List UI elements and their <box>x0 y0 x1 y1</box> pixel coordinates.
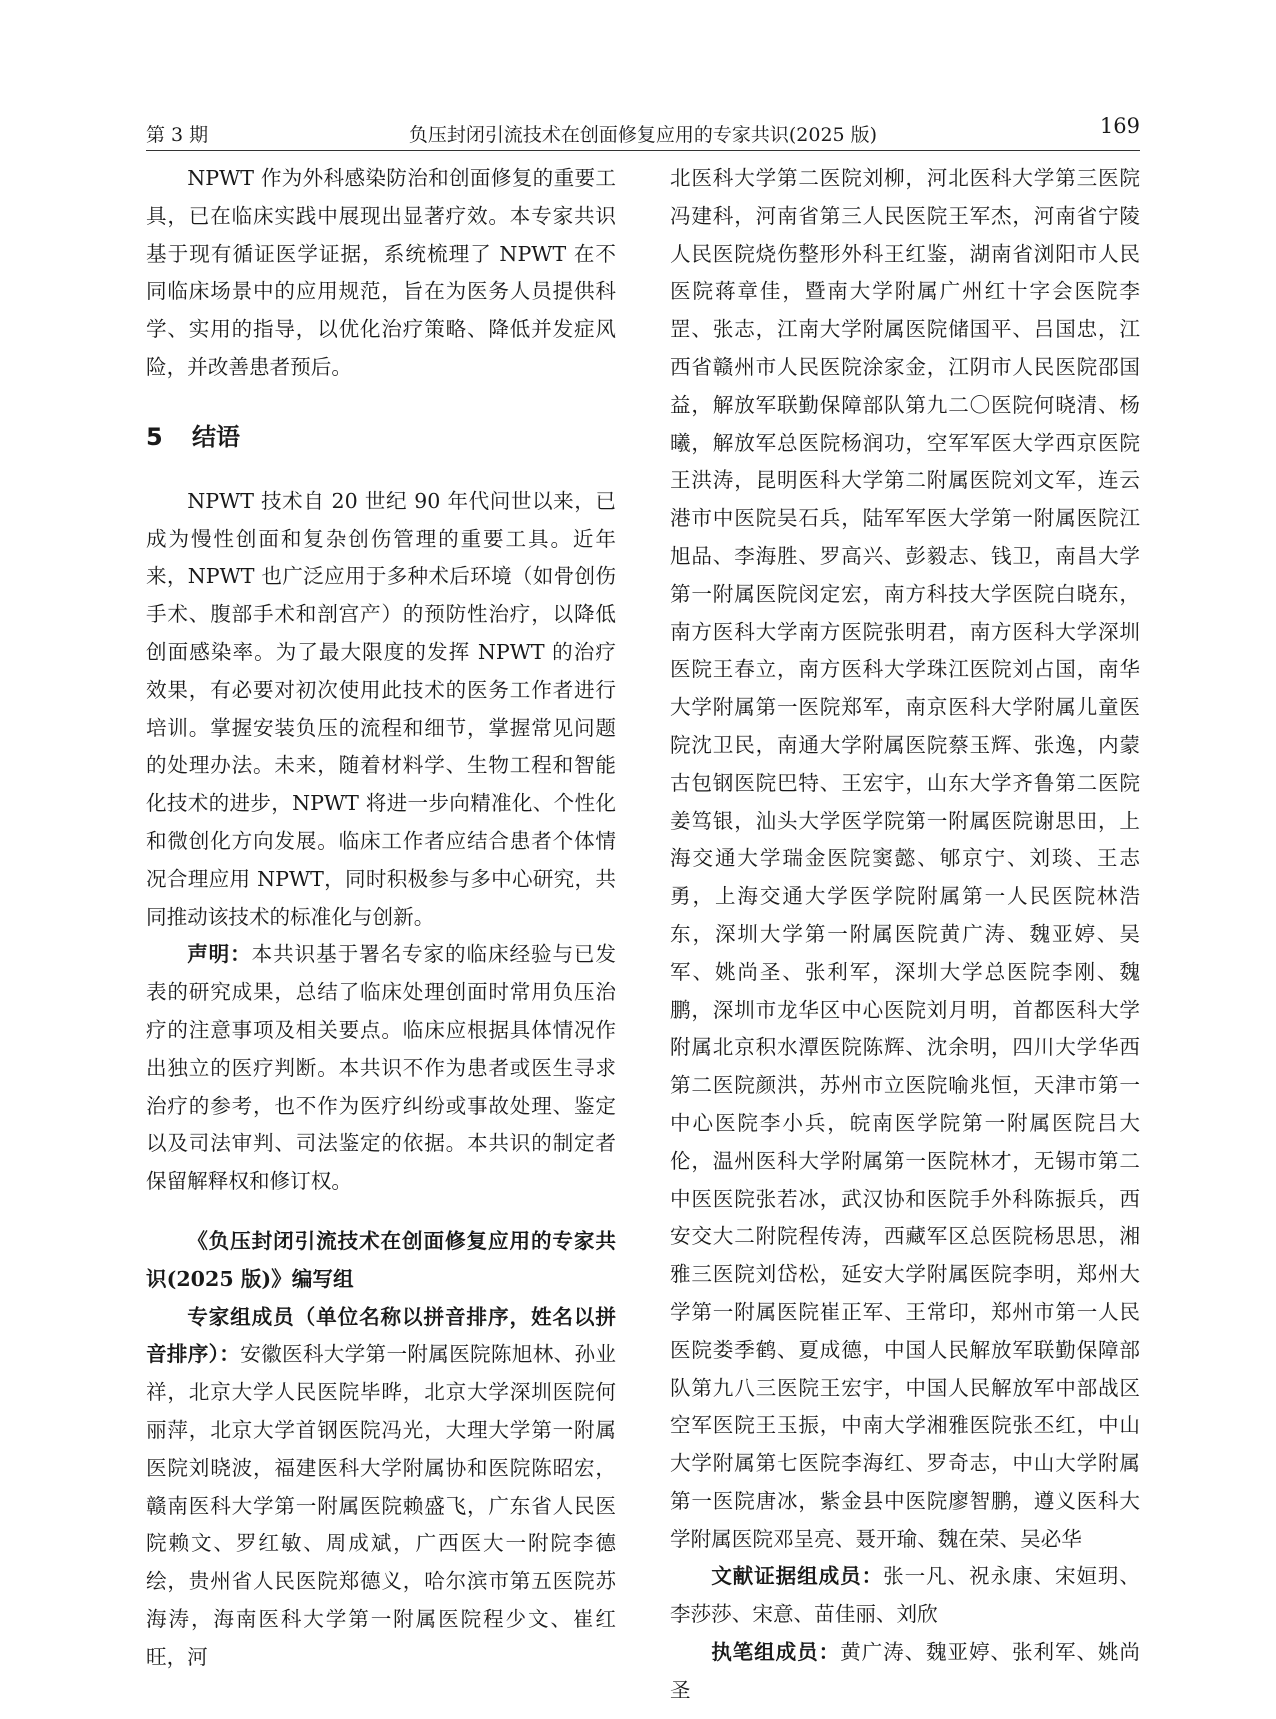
section-heading <box>146 417 616 457</box>
writing-label: 执笔组成员： <box>711 1640 841 1665</box>
literature-members: 张一凡、祝永康、宋姮玥、李莎莎、宋意、苗佳丽、刘欣 <box>670 1564 1141 1627</box>
running-title: 负压封闭引流技术在创面修复应用的专家共识(2025 版) <box>408 124 878 146</box>
intro-paragraph: NPWT 作为外科感染防治和创面修复的重要工具，已在临床实践中展现出显著疗效。本专家共识基于现有循证医学证据，系统梳理了 NPWT 在不同临床场景中的应用规范，旨在为医务人员提供科学、实用的指导，以优化治疗策略、降低并发症风险，并改善患者预后。 <box>146 166 616 379</box>
writing-members: 黄广涛、魏亚婷、张利军、姚尚圣 <box>670 1640 1141 1702</box>
section-title: 结语 <box>192 422 240 451</box>
experts-label: 专家组成员（单位名称以拼音排序，姓名以拼音排序）： <box>146 1304 616 1367</box>
experts-list-left: 安徽医科大学第一附属医院陈旭林、孙业祥，北京大学人民医院毕晔，北京大学深圳医院何丽萍，北京大学首钢医院冯光，大理大学第一附属医院刘晓波，福建医科大学附属协和医院陈昭宏，赣南医科大学第一附属医院赖盛飞，广东省人民医院赖文、罗红敏、周成斌，广西医大一附院李德绘，贵州省人民医院郑德义，哈尔滨市第五医院苏海涛，海南医科大学第一附属医院程少文、崔红旺，河 <box>146 1342 617 1669</box>
literature-paragraph <box>670 1558 1140 1634</box>
issue-number: 第 3 期 <box>146 124 209 146</box>
left-column <box>146 160 616 1676</box>
statement-label: 声明： <box>187 942 252 967</box>
section-number: 5 <box>146 422 163 451</box>
page-number: 169 <box>1099 114 1140 138</box>
statement-paragraph <box>146 936 616 1201</box>
running-header <box>146 112 1140 151</box>
statement-text: 本共识基于署名专家的临床经验与已发表的研究成果，总结了临床处理创面时常用负压治疗的注意事项及相关要点。临床应根据具体情况作出独立的医疗判断。本共识不作为患者或医生寻求治疗的参考，也不作为医疗纠纷或事故处理、鉴定以及司法审判、司法鉴定的依据。本共识的制定者保留解释权和修订权。 <box>146 942 617 1194</box>
group-title: 《负压封闭引流技术在创面修复应用的专家共识(2025 版)》编写组 <box>146 1228 616 1291</box>
experts-paragraph <box>146 1299 616 1677</box>
right-column <box>670 160 1140 1710</box>
experts-list-right: 北医科大学第二医院刘柳，河北医科大学第三医院冯建科，河南省第三人民医院王军杰，河南省宁陵人民医院烧伤整形外科王红鉴，湖南省浏阳市人民医院蒋章佳，暨南大学附属广州红十字会医院李罡、张志，江南大学附属医院储国平、吕国忠，江西省赣州市人民医院涂家金，江阴市人民医院邵国益，解放军联勤保障部队第九二〇医院何晓清、杨曦，解放军总医院杨润功，空军军医大学西京医院王洪涛，昆明医科大学第二附属医院刘文军，连云港市中医院吴石兵，陆军军医大学第一附属医院江旭品、李海胜、罗高兴、彭毅志、钱卫，南昌大学第一附属医院闵定宏，南方科技大学医院白晓东，南方医科大学南方医院张明君，南方医科大学深圳医院王春立，南方医科大学珠江医院刘占国，南华大学附属第一医院郑军，南京医科大学附属儿童医院沈卫民，南通大学附属医院蔡玉辉、张逸，内蒙古包钢医院巴特、王宏宇，山东大学齐鲁第二医院姜笃银，汕头大学医学院第一附属医院谢思田，上海交通大学瑞金医院窦懿、郇京宁、刘琰、王志勇，上海交通大学医学院附属第一人民医院林浩东，深圳大学第一附属医院黄广涛、魏亚婷、吴军、姚尚圣、张利军，深圳大学总医院李刚、魏鹏，深圳市龙华区中心医院刘月明，首都医科大学附属北京积水潭医院陈辉、沈余明，四川大学华西第二医院颜洪，苏州市立医院喻兆恒，天津市第一中心医院李小兵，皖南医学院第一附属医院吕大伦，温州医科大学附属第一医院林才，无锡市第二中医医院张若冰，武汉协和医院手外科陈振兵，西安交大二附院程传涛，西藏军区总医院杨思思，湘雅三医院刘岱松，延安大学附属医院李明，郑州大学第一附属医院崔正军、王常印，郑州市第一人民医院娄季鹤、夏成德，中国人民解放军联勤保障部队第九八三医院王宏宇，中国人民解放军中部战区空军医院王玉振，中南大学湘雅医院张丕红，中山大学附属第七医院李海红、罗奇志，中山大学附属第一医院唐冰，紫金县中医院廖智鹏，遵义医科大学附属医院邓呈亮、聂开瑜、魏在荣、吴必华 <box>670 166 1140 1551</box>
literature-label: 文献证据组成员： <box>711 1564 884 1589</box>
writing-paragraph <box>670 1634 1140 1710</box>
spacer <box>146 1201 616 1223</box>
conclusion-paragraph: NPWT 技术自 20 世纪 90 年代问世以来，已成为慢性创面和复杂创伤管理的重要工具。近年来，NPWT 也广泛应用于多种术后环境（如骨创伤手术、腹部手术和剖宫产）的预防性治疗，以降低创面感染率。为了最大限度的发挥 NPWT 的治疗效果，有必要对初次使用此技术的医务工作者进行培训。掌握安装负压的流程和细节，掌握常见问题的处理办法。未来，随着材料学、生物工程和智能化技术的进步，NPWT 将进一步向精准化、个性化和微创化方向发展。临床工作者应结合患者个体情况合理应用 NPWT，同时积极参与多中心研究，共同推动该技术的标准化与创新。 <box>146 488 616 929</box>
